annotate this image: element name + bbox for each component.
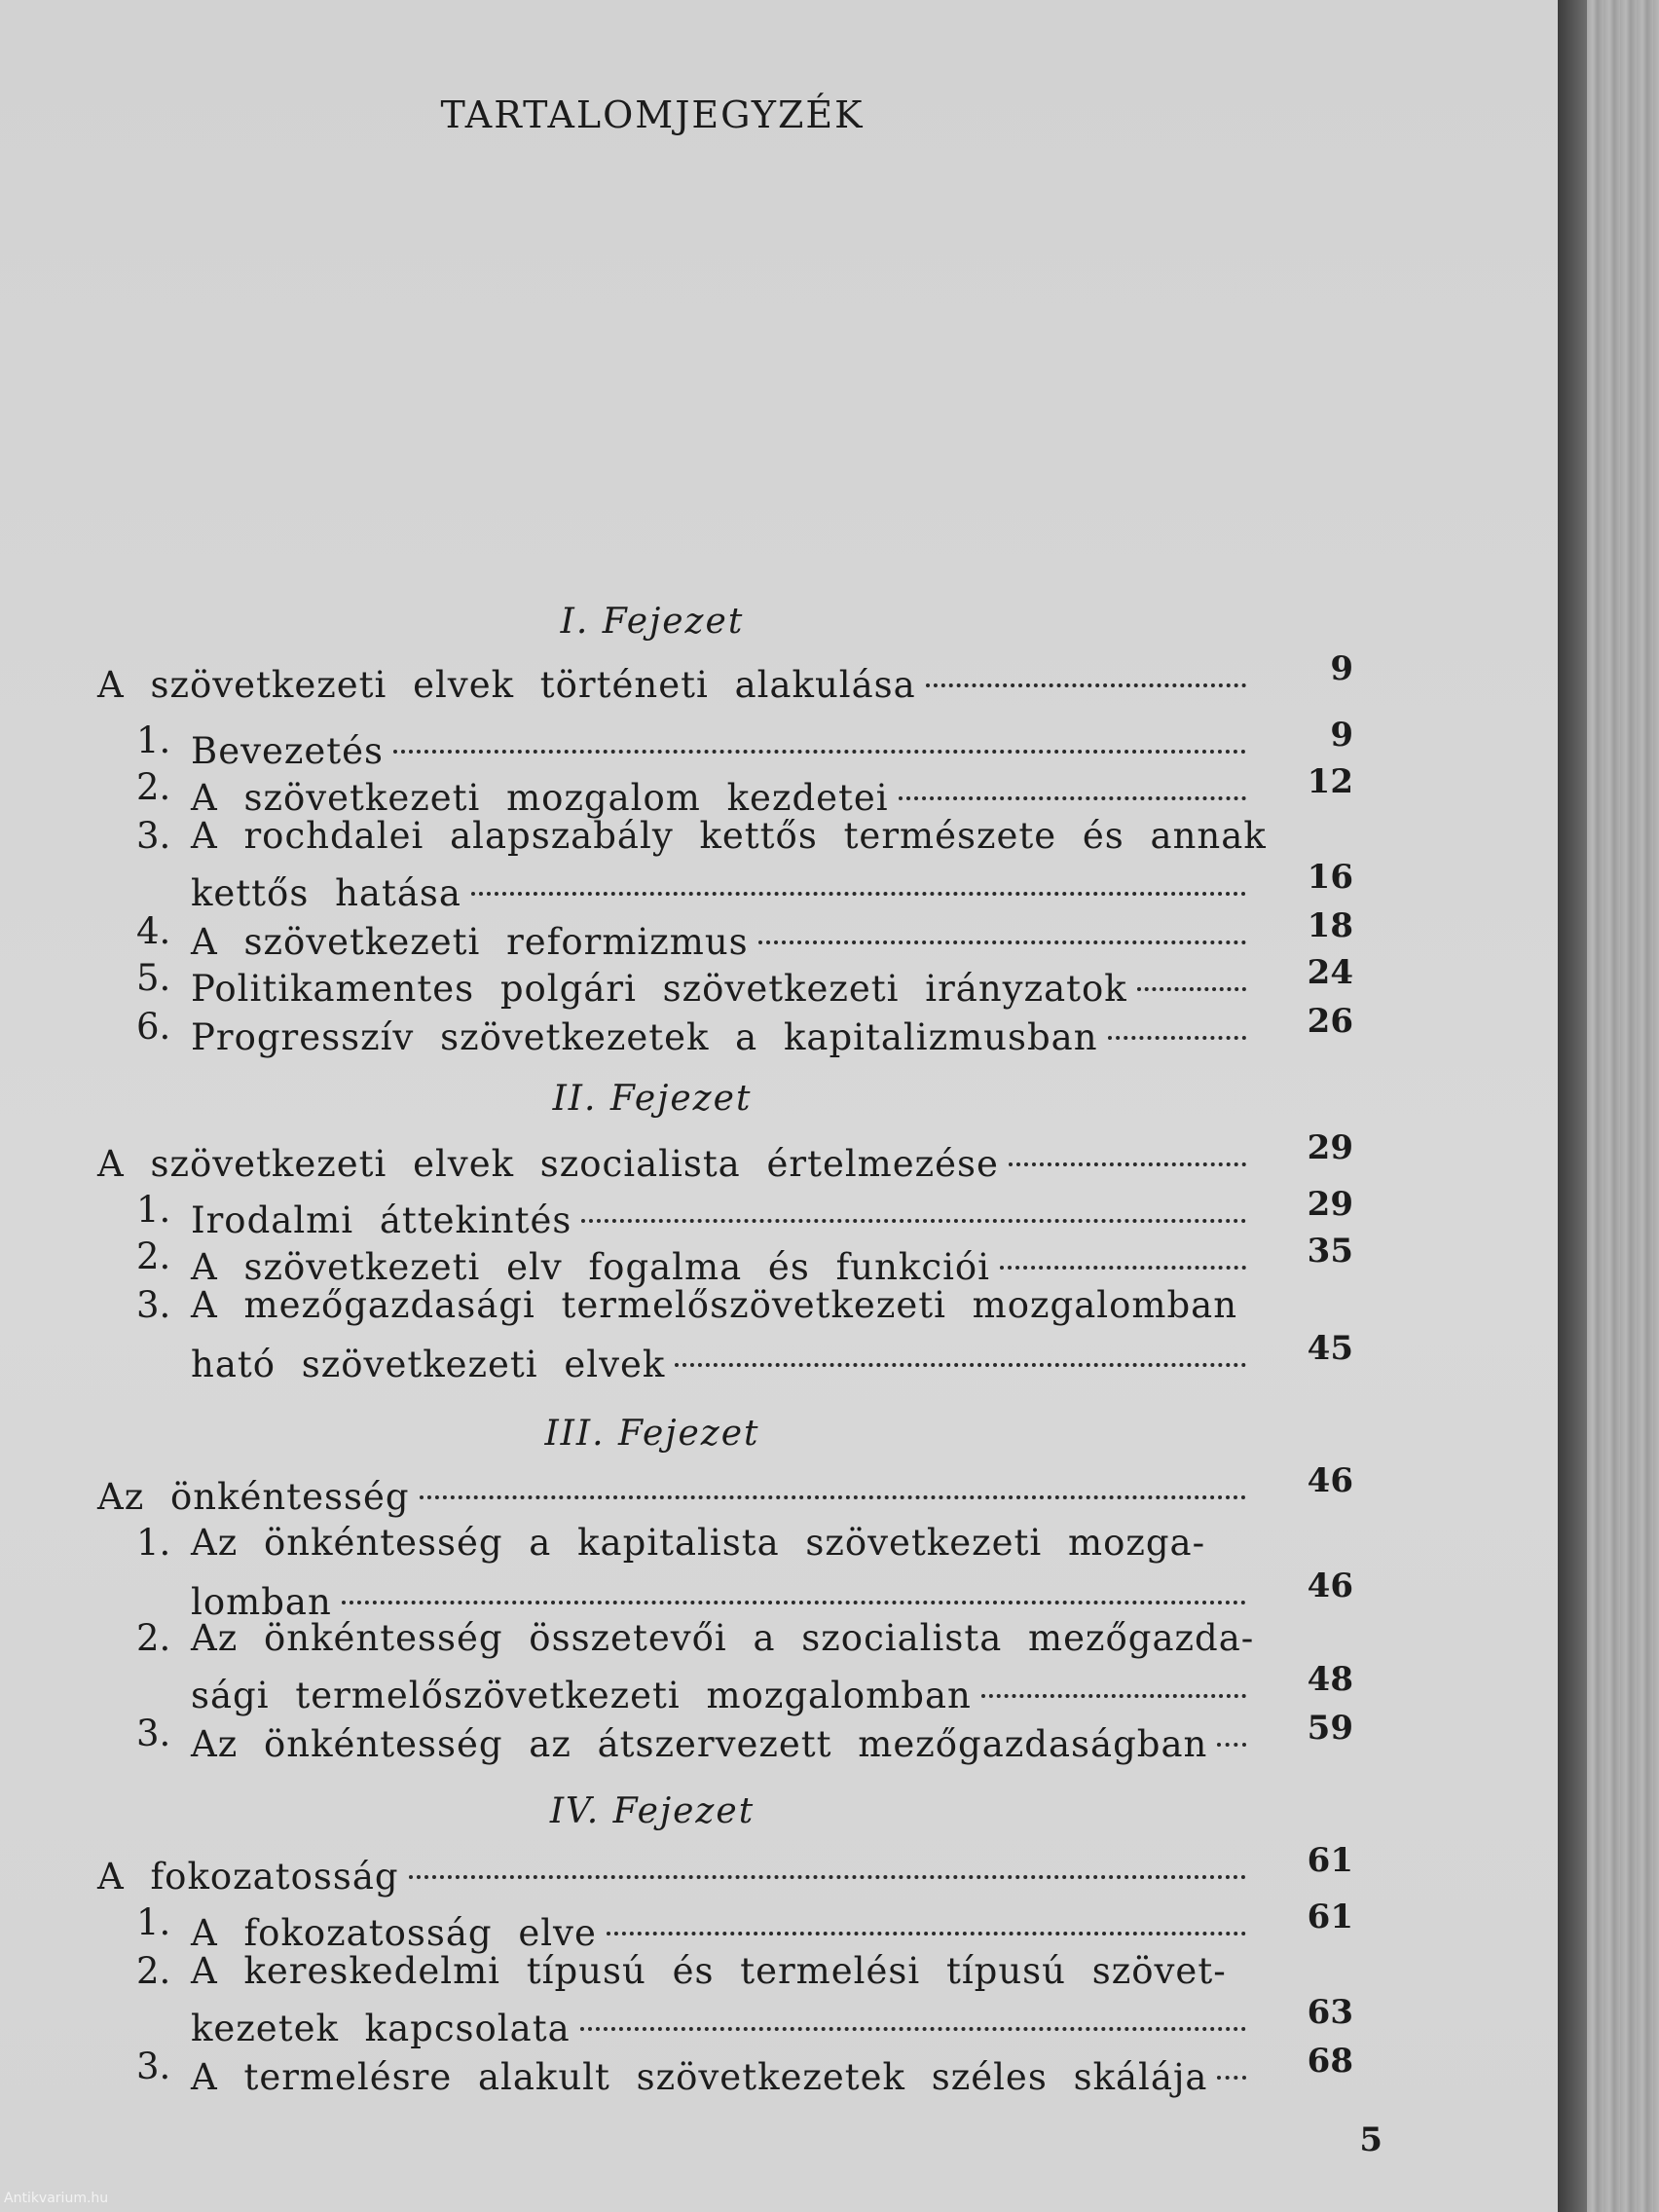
toc-entry [0,762,1402,819]
dot-leader [1137,944,1246,991]
toc-entry-number: 2. [136,1617,171,1659]
toc-entry-label: kettős hatása [191,872,461,914]
dot-leader [409,1832,1246,1879]
toc-entry-number: 2. [136,766,171,808]
toc-entry-label: A szövetkezeti elvek történeti alakulása [97,664,916,706]
toc-entry-number: 1. [136,1901,171,1943]
dot-leader [607,1889,1246,1936]
toc-entry-number: 3. [136,1713,171,1754]
dot-leader [926,641,1246,687]
toc-entry-label: A mezőgazdasági termelőszövetkezeti mozgalomban [191,1284,1238,1326]
toc-entry [0,1898,1402,1954]
dot-leader [1217,2033,1246,2080]
toc-entry-label: Az önkéntesség a kapitalista szövetkezeti mozga- [191,1522,1206,1564]
toc-entry-label: A szövetkezeti elv fogalma és funkciói [191,1246,991,1288]
dot-leader [758,898,1246,944]
toc-entry-label: A rochdalei alapszabály kettős természete és annak [191,815,1267,857]
toc-entry-number: 4. [136,910,171,952]
toc-entry-number: 1. [136,719,171,761]
toc-entry-label: sági termelőszövetkezeti mozgalomban [191,1675,972,1716]
toc-entry-label: A kereskedelmi típusú és termelési típusú szövet- [191,1950,1227,1992]
toc-entry-number: 3. [136,2046,171,2087]
toc-entry-page: 9 [1330,649,1353,688]
toc-entry-number: 3. [136,815,171,857]
toc-chapter-entry [0,1128,1402,1185]
toc-entry-number: 2. [136,1950,171,1992]
toc-entry [0,2042,1402,2098]
toc-entry-number: 1. [136,1189,171,1231]
toc-entry-label: Politikamentes polgári szövetkezeti irányzatok [191,968,1127,1010]
chapter-heading: III. Fejezet [544,1414,760,1454]
toc-entry [0,1329,1402,1385]
toc-entry-label: ható szövetkezeti elvek [191,1344,666,1385]
dot-leader [580,1984,1246,2031]
toc-entry-page: 63 [1307,1993,1353,2032]
toc-entry-page: 61 [1307,1841,1353,1880]
toc-entry-page: 61 [1307,1898,1353,1936]
toc-entry-label: lomban [191,1581,332,1623]
dot-leader [581,1176,1246,1223]
toc-entry-number: 5. [136,957,171,999]
dot-leader [393,707,1246,754]
toc-chapter-entry [0,1841,1402,1898]
toc-entry-text [191,1710,1246,1769]
toc-entry-page: 16 [1307,858,1353,897]
toc-entry-label: A fokozatosság elve [191,1912,597,1954]
toc-entry-label: Irodalmi áttekintés [191,1199,572,1241]
toc-entry-text [191,1330,1246,1389]
toc-entry-number: 1. [136,1522,171,1564]
page-edge-shadow [1558,0,1587,2212]
toc-entry-text [191,1003,1246,1062]
toc-entry-page: 24 [1307,953,1353,992]
toc-entry [0,1660,1402,1716]
toc-entry-page: 46 [1307,1461,1353,1500]
background-surface [1587,0,1659,2212]
toc-entry-number: 2. [136,1235,171,1277]
page-title: TARTALOMJEGYZÉK [440,93,865,136]
toc-entry-label: Az önkéntesség [97,1476,410,1518]
dot-leader [1217,1700,1246,1747]
toc-entry-label: A termelésre alakult szövetkezetek széles skálája [191,2056,1208,2098]
toc-entry [0,1002,1402,1058]
toc-entry-text [97,650,1246,710]
toc-entry-label: A fokozatosság [97,1856,399,1898]
toc-entry-label: A szövetkezeti reformizmus [191,921,749,963]
dot-leader [1108,993,1246,1040]
dot-leader [471,849,1246,896]
toc-entry-page: 29 [1307,1185,1353,1224]
toc-entry-page: 68 [1307,2042,1353,2081]
dot-leader [981,1651,1246,1698]
toc-entry-page: 18 [1307,906,1353,945]
toc-entry-page: 29 [1307,1128,1353,1167]
toc-entry-page: 45 [1307,1329,1353,1368]
toc-entry-number: 6. [136,1006,171,1048]
toc-entry-label: Bevezetés [191,730,385,772]
toc-chapter-entry [0,1461,1402,1518]
dot-leader [420,1453,1246,1499]
toc-entry-label: Progresszív szövetkezetek a kapitalizmusban [191,1016,1098,1058]
watermark: Antikvarium.hu [4,2191,109,2206]
chapter-heading: IV. Fejezet [549,1791,756,1831]
toc-entry-label: A szövetkezeti mozgalom kezdetei [191,777,889,819]
toc-entry-label: Az önkéntesség az átszervezett mezőgazdaságban [191,1723,1208,1765]
dot-leader [342,1558,1246,1604]
toc-chapter-entry [0,649,1402,706]
dot-leader [675,1320,1246,1367]
toc-entry-page: 35 [1307,1232,1353,1271]
toc-entry-label: A szövetkezeti elvek szocialista értelmezése [97,1143,999,1185]
toc-entry [0,1709,1402,1765]
toc-entry-text [97,1462,1246,1522]
toc-entry [0,1567,1402,1623]
toc-entry-page: 59 [1307,1709,1353,1748]
toc-entry [0,1993,1402,2049]
toc-entry-page: 9 [1330,716,1353,755]
toc-entry-page: 48 [1307,1660,1353,1699]
dot-leader [1009,1120,1246,1166]
toc-entry-page: 26 [1307,1002,1353,1041]
toc-entry-text [191,2043,1246,2102]
dot-leader [1000,1223,1246,1270]
chapter-heading: I. Fejezet [560,602,745,642]
chapter-heading: II. Fejezet [552,1079,753,1119]
toc-entry-label: kezetek kapcsolata [191,2008,571,2049]
toc-entry-label: Az önkéntesség összetevői a szocialista mezőgazda- [191,1617,1255,1659]
toc-entry [0,1232,1402,1288]
dot-leader [899,754,1246,800]
page-number: 5 [1359,2120,1382,2159]
toc-entry-number: 3. [136,1284,171,1326]
toc-entry-page: 12 [1307,762,1353,801]
toc-entry-page: 46 [1307,1567,1353,1605]
